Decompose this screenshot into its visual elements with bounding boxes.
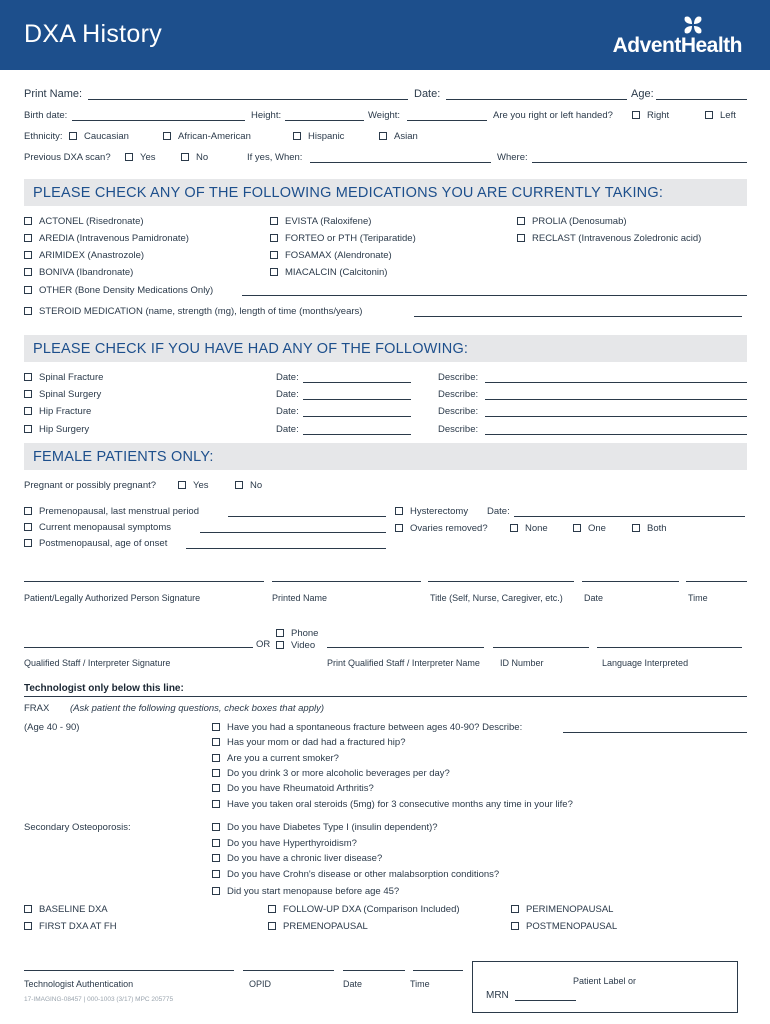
med-steroid-field[interactable] [414, 316, 742, 317]
left-option[interactable]: Left [705, 110, 736, 121]
print-name-field[interactable] [88, 99, 408, 100]
language-label: Language Interpreted [602, 658, 689, 668]
history-checkbox[interactable] [24, 407, 32, 415]
language-field[interactable] [597, 647, 742, 648]
print-qualified-label: Print Qualified Staff / Interpreter Name [327, 658, 480, 668]
pregnant-no-checkbox[interactable] [235, 481, 243, 489]
frax-question[interactable]: Do you drink 3 or more alcoholic beverages per day? [212, 768, 450, 779]
patient-signature-label: Patient/Legally Authorized Person Signature [24, 593, 201, 603]
footer-time-field[interactable] [413, 970, 463, 971]
med-other[interactable]: OTHER (Bone Density Medications Only) [24, 285, 213, 296]
handed-question: Are you right or left handed? [493, 110, 613, 121]
brand-logo [582, 14, 742, 58]
signature-date-field[interactable] [582, 581, 679, 582]
history-describe-label: Describe: [438, 424, 479, 435]
med-evista[interactable]: EVISTA (Raloxifene) [270, 216, 371, 227]
secondary-checkbox[interactable] [212, 854, 220, 862]
med-arimidex[interactable]: ARIMIDEX (Anastrozole) [24, 250, 144, 261]
med-checkbox[interactable] [517, 234, 525, 242]
previous-dxa-yes[interactable]: Yes [125, 152, 156, 163]
where-label: Where: [497, 152, 528, 163]
secondary-osteoporosis-label: Secondary Osteoporosis: [24, 822, 131, 833]
history-checkbox[interactable] [24, 373, 32, 381]
med-checkbox[interactable] [270, 217, 278, 225]
frax-describe-field[interactable] [563, 732, 747, 733]
history-checkbox[interactable] [24, 390, 32, 398]
pregnant-yes-checkbox[interactable] [178, 481, 186, 489]
medications-heading: PLEASE CHECK ANY OF THE FOLLOWING MEDICATIONS YOU ARE CURRENTLY TAKING: [33, 185, 664, 201]
opid-field[interactable] [243, 970, 334, 971]
medications-section-header [24, 179, 747, 206]
patient-label-box [472, 961, 738, 1013]
med-fosamax[interactable]: FOSAMAX (Alendronate) [270, 250, 392, 261]
history-describe-label: Describe: [438, 372, 479, 383]
history-hip-surgery[interactable]: Hip Surgery [24, 424, 89, 435]
history-date-field[interactable] [303, 399, 411, 400]
secondary-checkbox[interactable] [212, 870, 220, 878]
ovaries-none-checkbox[interactable] [510, 524, 518, 532]
history-date-label: Date: [276, 406, 299, 417]
secondary-checkbox[interactable] [212, 823, 220, 831]
secondary-question[interactable]: Do you have Diabetes Type I (insulin dependent)? [212, 822, 438, 833]
header-bar [0, 0, 770, 70]
tech-auth-field[interactable] [24, 970, 234, 971]
hysterectomy-checkbox[interactable] [395, 507, 403, 515]
history-describe-field[interactable] [485, 399, 747, 400]
caucasian-option[interactable]: Caucasian [69, 131, 129, 142]
premenopausal-checkbox[interactable] [24, 507, 32, 515]
current-menopausal-option[interactable]: Current menopausal symptoms [24, 522, 171, 533]
frax-checkbox[interactable] [212, 754, 220, 762]
asian-checkbox[interactable] [379, 132, 387, 140]
med-checkbox[interactable] [24, 268, 32, 276]
previous-dxa-label: Previous DXA scan? [24, 152, 111, 163]
left-checkbox[interactable] [705, 111, 713, 119]
weight-label: Weight: [368, 110, 401, 121]
med-checkbox[interactable] [24, 234, 32, 242]
first-dxa-checkbox[interactable] [24, 922, 32, 930]
opid-label: OPID [249, 979, 272, 989]
premenopausal-tech-checkbox[interactable] [268, 922, 276, 930]
female-heading: FEMALE PATIENTS ONLY: [33, 449, 214, 465]
ovaries-both[interactable]: Both [632, 523, 667, 534]
history-heading: PLEASE CHECK IF YOU HAVE HAD ANY OF THE FOLLOWING: [33, 341, 469, 357]
med-checkbox[interactable] [270, 251, 278, 259]
mrn-label: MRN [486, 990, 509, 1001]
hispanic-option[interactable]: Hispanic [293, 131, 344, 142]
tech-auth-label: Technologist Authentication [24, 979, 134, 989]
weight-field[interactable] [407, 120, 487, 121]
signature-date-label: Date [584, 593, 604, 603]
title-field[interactable] [428, 581, 574, 582]
secondary-checkbox[interactable] [212, 839, 220, 847]
printed-name-field[interactable] [272, 581, 421, 582]
frax-question[interactable]: Have you taken oral steroids (5mg) for 3 consecutive months any time in your life? [212, 799, 573, 810]
when-field[interactable] [310, 162, 491, 163]
baseline-dxa-option[interactable]: BASELINE DXA [24, 904, 108, 915]
title-label: Title (Self, Nurse, Caregiver, etc.) [430, 593, 563, 603]
history-describe-label: Describe: [438, 389, 479, 400]
frax-checkbox[interactable] [212, 800, 220, 808]
hysterectomy-date-label: Date: [487, 506, 510, 517]
technologist-heading: Technologist only below this line: [24, 683, 184, 694]
history-describe-field[interactable] [485, 434, 747, 435]
secondary-question[interactable]: Do you have a chronic liver disease? [212, 853, 382, 864]
history-spinal-surgery[interactable]: Spinal Surgery [24, 389, 101, 400]
where-field[interactable] [532, 162, 747, 163]
postmenopausal-field[interactable] [186, 548, 386, 549]
perimenopausal-option[interactable]: PERIMENOPAUSAL [511, 904, 613, 915]
female-section-header [24, 443, 747, 470]
frax-question[interactable]: Has your mom or dad had a fractured hip? [212, 737, 405, 748]
ovaries-one[interactable]: One [573, 523, 606, 534]
age-field[interactable] [656, 99, 747, 100]
ovaries-checkbox[interactable] [395, 524, 403, 532]
phone-checkbox[interactable] [276, 629, 284, 637]
current-menopausal-checkbox[interactable] [24, 523, 32, 531]
african-american-option[interactable]: African-American [163, 131, 251, 142]
asian-option[interactable]: Asian [379, 131, 418, 142]
med-forteo[interactable]: FORTEO or PTH (Teriparatide) [270, 233, 416, 244]
previous-dxa-yes-checkbox[interactable] [125, 153, 133, 161]
history-date-field[interactable] [303, 382, 411, 383]
frax-checkbox[interactable] [212, 769, 220, 777]
postmenopausal-checkbox[interactable] [24, 539, 32, 547]
history-date-field[interactable] [303, 416, 411, 417]
caucasian-checkbox[interactable] [69, 132, 77, 140]
frax-question[interactable]: Have you had a spontaneous fracture between ages 40-90? Describe: [212, 722, 522, 733]
secondary-checkbox[interactable] [212, 887, 220, 895]
premenopausal-field[interactable] [228, 516, 386, 517]
patient-label-text: Patient Label or [573, 976, 637, 986]
date-label: Date: [414, 88, 441, 100]
print-name-label: Print Name: [24, 88, 83, 100]
birth-date-field[interactable] [72, 120, 245, 121]
height-field[interactable] [285, 120, 364, 121]
history-checkbox[interactable] [24, 425, 32, 433]
hysterectomy-option[interactable]: Hysterectomy [395, 506, 468, 517]
ethnicity-label: Ethnicity: [24, 131, 63, 142]
pregnant-no[interactable]: No [235, 480, 262, 491]
history-date-label: Date: [276, 389, 299, 400]
form-code: 17-IMAGING-08457 | 000-1003 (3/17) MPC 205775 [24, 996, 174, 1003]
printed-name-label: Printed Name [272, 593, 328, 603]
right-option[interactable]: Right [632, 110, 669, 121]
history-describe-field[interactable] [485, 416, 747, 417]
med-checkbox[interactable] [24, 286, 32, 294]
med-checkbox[interactable] [270, 234, 278, 242]
id-number-field[interactable] [493, 647, 589, 648]
previous-dxa-no-checkbox[interactable] [181, 153, 189, 161]
med-prolia[interactable]: PROLIA (Denosumab) [517, 216, 627, 227]
signature-time-label: Time [688, 593, 708, 603]
postmenopausal-tech-checkbox[interactable] [511, 922, 519, 930]
mrn-field[interactable] [515, 1000, 576, 1001]
med-boniva[interactable]: BONIVA (Ibandronate) [24, 267, 133, 278]
signature-time-field[interactable] [686, 581, 747, 582]
med-checkbox[interactable] [270, 268, 278, 276]
first-dxa-option[interactable]: FIRST DXA AT FH [24, 921, 117, 932]
med-checkbox[interactable] [24, 307, 32, 315]
pregnant-yes[interactable]: Yes [178, 480, 209, 491]
age-range-label: (Age 40 - 90) [24, 722, 80, 733]
date-field[interactable] [446, 99, 627, 100]
frax-question[interactable]: Are you a current smoker? [212, 753, 339, 764]
ovaries-removed-label: Ovaries removed? [395, 523, 488, 534]
frax-checkbox[interactable] [212, 738, 220, 746]
video-option[interactable]: Video [276, 640, 315, 651]
history-hip-fracture[interactable]: Hip Fracture [24, 406, 91, 417]
history-date-field[interactable] [303, 434, 411, 435]
current-menopausal-field[interactable] [200, 532, 386, 533]
technologist-divider [24, 696, 747, 697]
history-date-label: Date: [276, 424, 299, 435]
postmenopausal-option[interactable]: Postmenopausal, age of onset [24, 538, 167, 549]
footer-time-label: Time [410, 979, 430, 989]
history-spinal-fracture[interactable]: Spinal Fracture [24, 372, 103, 383]
secondary-question[interactable]: Do you have Crohn's disease or other malabsorption conditions? [212, 869, 499, 880]
premenopausal-tech-option[interactable]: PREMENOPAUSAL [268, 921, 368, 932]
med-checkbox[interactable] [24, 217, 32, 225]
birth-date-label: Birth date: [24, 110, 68, 121]
med-aredia[interactable]: AREDIA (Intravenous Pamidronate) [24, 233, 189, 244]
african-american-checkbox[interactable] [163, 132, 171, 140]
ovaries-one-checkbox[interactable] [573, 524, 581, 532]
secondary-question[interactable]: Did you start menopause before age 45? [212, 886, 399, 897]
qualified-staff-label: Qualified Staff / Interpreter Signature [24, 658, 171, 668]
followup-checkbox[interactable] [268, 905, 276, 913]
med-miacalcin[interactable]: MIACALCIN (Calcitonin) [270, 267, 387, 278]
ovaries-both-checkbox[interactable] [632, 524, 640, 532]
page-title: DXA History [24, 20, 163, 48]
patient-signature-field[interactable] [24, 581, 264, 582]
frax-checkbox[interactable] [212, 784, 220, 792]
id-number-label: ID Number [500, 658, 544, 668]
hysterectomy-date-field[interactable] [514, 516, 745, 517]
right-checkbox[interactable] [632, 111, 640, 119]
history-date-label: Date: [276, 372, 299, 383]
baseline-checkbox[interactable] [24, 905, 32, 913]
followup-dxa-option[interactable]: FOLLOW-UP DXA (Comparison Included) [268, 904, 460, 915]
history-section-header [24, 335, 747, 362]
if-yes-when-label: If yes, When: [247, 152, 303, 163]
brand-name: AdventHealth [612, 34, 742, 57]
height-label: Height: [251, 110, 282, 121]
previous-dxa-no[interactable]: No [181, 152, 208, 163]
med-reclast[interactable]: RECLAST (Intravenous Zoledronic acid) [517, 233, 701, 244]
phone-option[interactable]: Phone [276, 628, 318, 639]
qualified-staff-signature-field[interactable] [24, 647, 253, 648]
footer-date-label: Date [343, 979, 363, 989]
qualified-name-field[interactable] [327, 647, 484, 648]
frax-question[interactable]: Do you have Rheumatoid Arthritis? [212, 783, 374, 794]
pregnant-label: Pregnant or possibly pregnant? [24, 480, 157, 491]
med-steroid[interactable]: STEROID MEDICATION (name, strength (mg), length of time (months/years) [24, 306, 362, 317]
advent-cross-icon [682, 14, 704, 36]
med-other-field[interactable] [242, 295, 747, 296]
footer-date-field[interactable] [343, 970, 405, 971]
secondary-question[interactable]: Do you have Hyperthyroidism? [212, 838, 357, 849]
med-actonel[interactable]: ACTONEL (Risedronate) [24, 216, 144, 227]
frax-instruction: (Ask patient the following questions, check boxes that apply) [70, 703, 325, 714]
video-checkbox[interactable] [276, 641, 284, 649]
med-checkbox[interactable] [517, 217, 525, 225]
postmenopausal-tech-option[interactable]: POSTMENOPAUSAL [511, 921, 617, 932]
med-checkbox[interactable] [24, 251, 32, 259]
frax-checkbox[interactable] [212, 723, 220, 731]
frax-label: FRAX [24, 703, 50, 714]
hispanic-checkbox[interactable] [293, 132, 301, 140]
ovaries-none[interactable]: None [510, 523, 548, 534]
age-label: Age: [631, 88, 654, 100]
premenopausal-option[interactable]: Premenopausal, last menstrual period [24, 506, 199, 517]
history-describe-label: Describe: [438, 406, 479, 417]
history-describe-field[interactable] [485, 382, 747, 383]
or-label: OR [256, 639, 271, 650]
perimenopausal-checkbox[interactable] [511, 905, 519, 913]
